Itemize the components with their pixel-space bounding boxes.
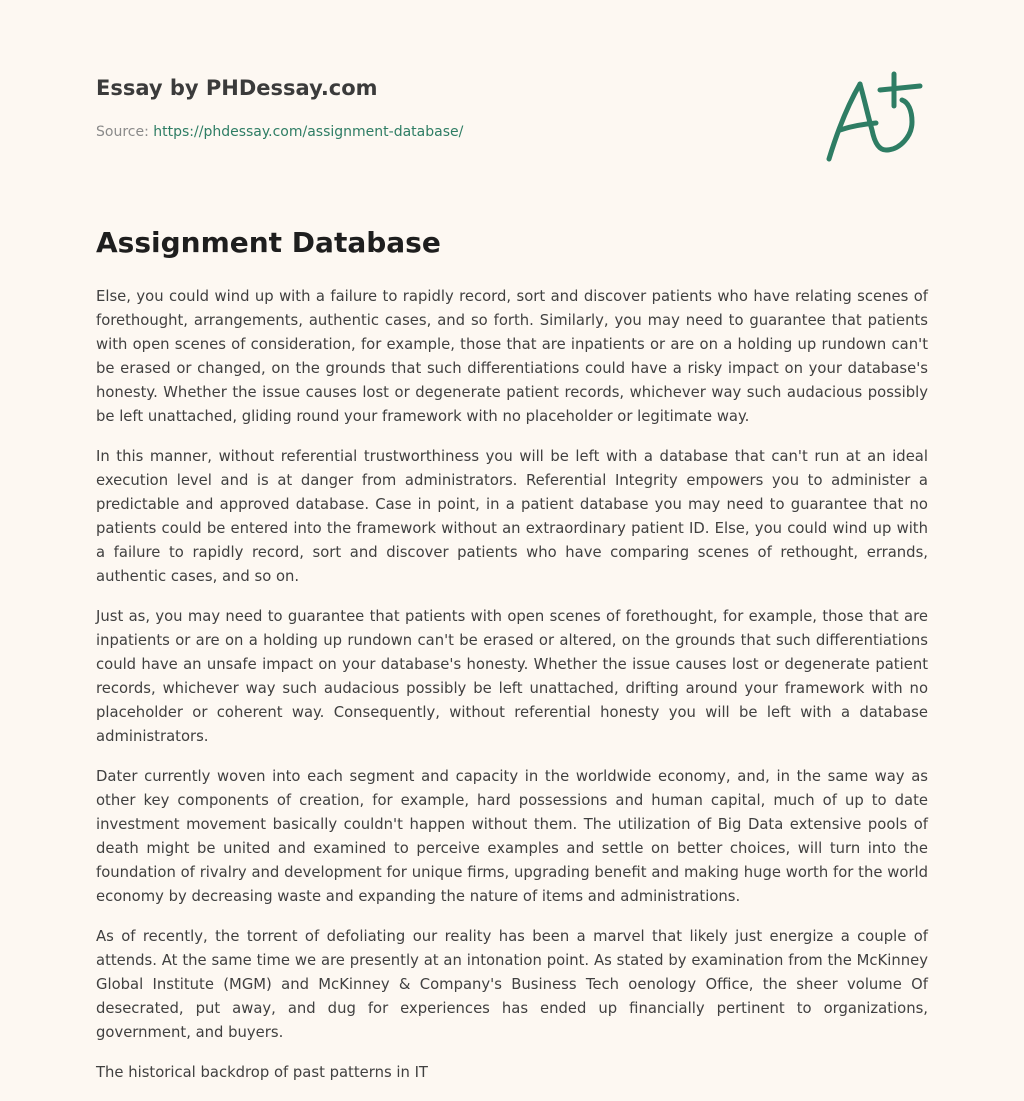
essay-paragraph: In this manner, without referential trustworthiness you will be left with a database that can't run at an ideal execution level and is at danger from administrators. Referential Integrity empowers you to administer a predictable and approved database. Case in point, in a patient database you may need to guarantee that no patients could be entered into the framework without an extraordinary patient ID. Else, you could wind up with a failure to rapidly record, sort and discover patients who have comparing scenes of rethought, errands, authentic cases, and so on. — [96, 448, 928, 585]
essay-body — [96, 285, 928, 1101]
essay-paragraph: Just as, you may need to guarantee that patients with open scenes of forethought, for example, those that are inpatients or are on a holding up rundown can't be erased or altered, on the grounds that such differentiations could have an unsafe impact on your database's honesty. Whether the issue causes lost or degenerate patient records, whichever way such audacious possibly be left unattached, drifting around your framework with no placeholder or coherent way. Consequently, without referential honesty you will be left with a database administrators. — [96, 608, 928, 745]
essay-paragraph: The historical backdrop of past patterns in IT — [96, 1064, 428, 1081]
source-line — [96, 124, 463, 140]
essay-paragraph: Else, you could wind up with a failure to rapidly record, sort and discover patients who have relating scenes of forethought, arrangements, authentic cases, and so forth. Similarly, you may need to guarantee that patients with open scenes of consideration, for example, those that are inpatients or are on a holding up rundown can't be erased or changed, on the grounds that such differentiations could have a risky impact on your database's honesty. Whether the issue causes lost or degenerate patient records, whichever way such audacious possibly be left unattached, gliding round your framework with no placeholder or legitimate way. — [96, 288, 928, 425]
a-plus-logo-icon — [822, 66, 928, 166]
site-title: Essay by PHDessay.com — [96, 76, 378, 100]
source-link[interactable]: https://phdessay.com/assignment-database/ — [153, 124, 464, 140]
essay-paragraph: Dater currently woven into each segment and capacity in the worldwide economy, and, in the same way as other key components of creation, for example, hard possessions and human capital, much of up to date investment movement basically couldn't happen without them. The utilization of Big Data extensive pools of death might be united and examined to perceive examples and settle on better choices, will turn into the foundation of rivalry and development for unique firms, upgrading benefit and making huge worth for the world economy by decreasing waste and expanding the nature of items and administrations. — [96, 768, 928, 905]
essay-paragraph: As of recently, the torrent of defoliating our reality has been a marvel that likely just energize a couple of attends. At the same time we are presently at an intonation point. As stated by examination from the McKinney Global Institute (MGM) and McKinney & Company's Business Tech oenology Office, the sheer volume Of desecrated, put away, and dug for experiences has ended up financially pertinent to organizations, government, and buyers. — [96, 928, 928, 1041]
source-label: Source: — [96, 124, 149, 140]
essay-title: Assignment Database — [96, 226, 441, 259]
